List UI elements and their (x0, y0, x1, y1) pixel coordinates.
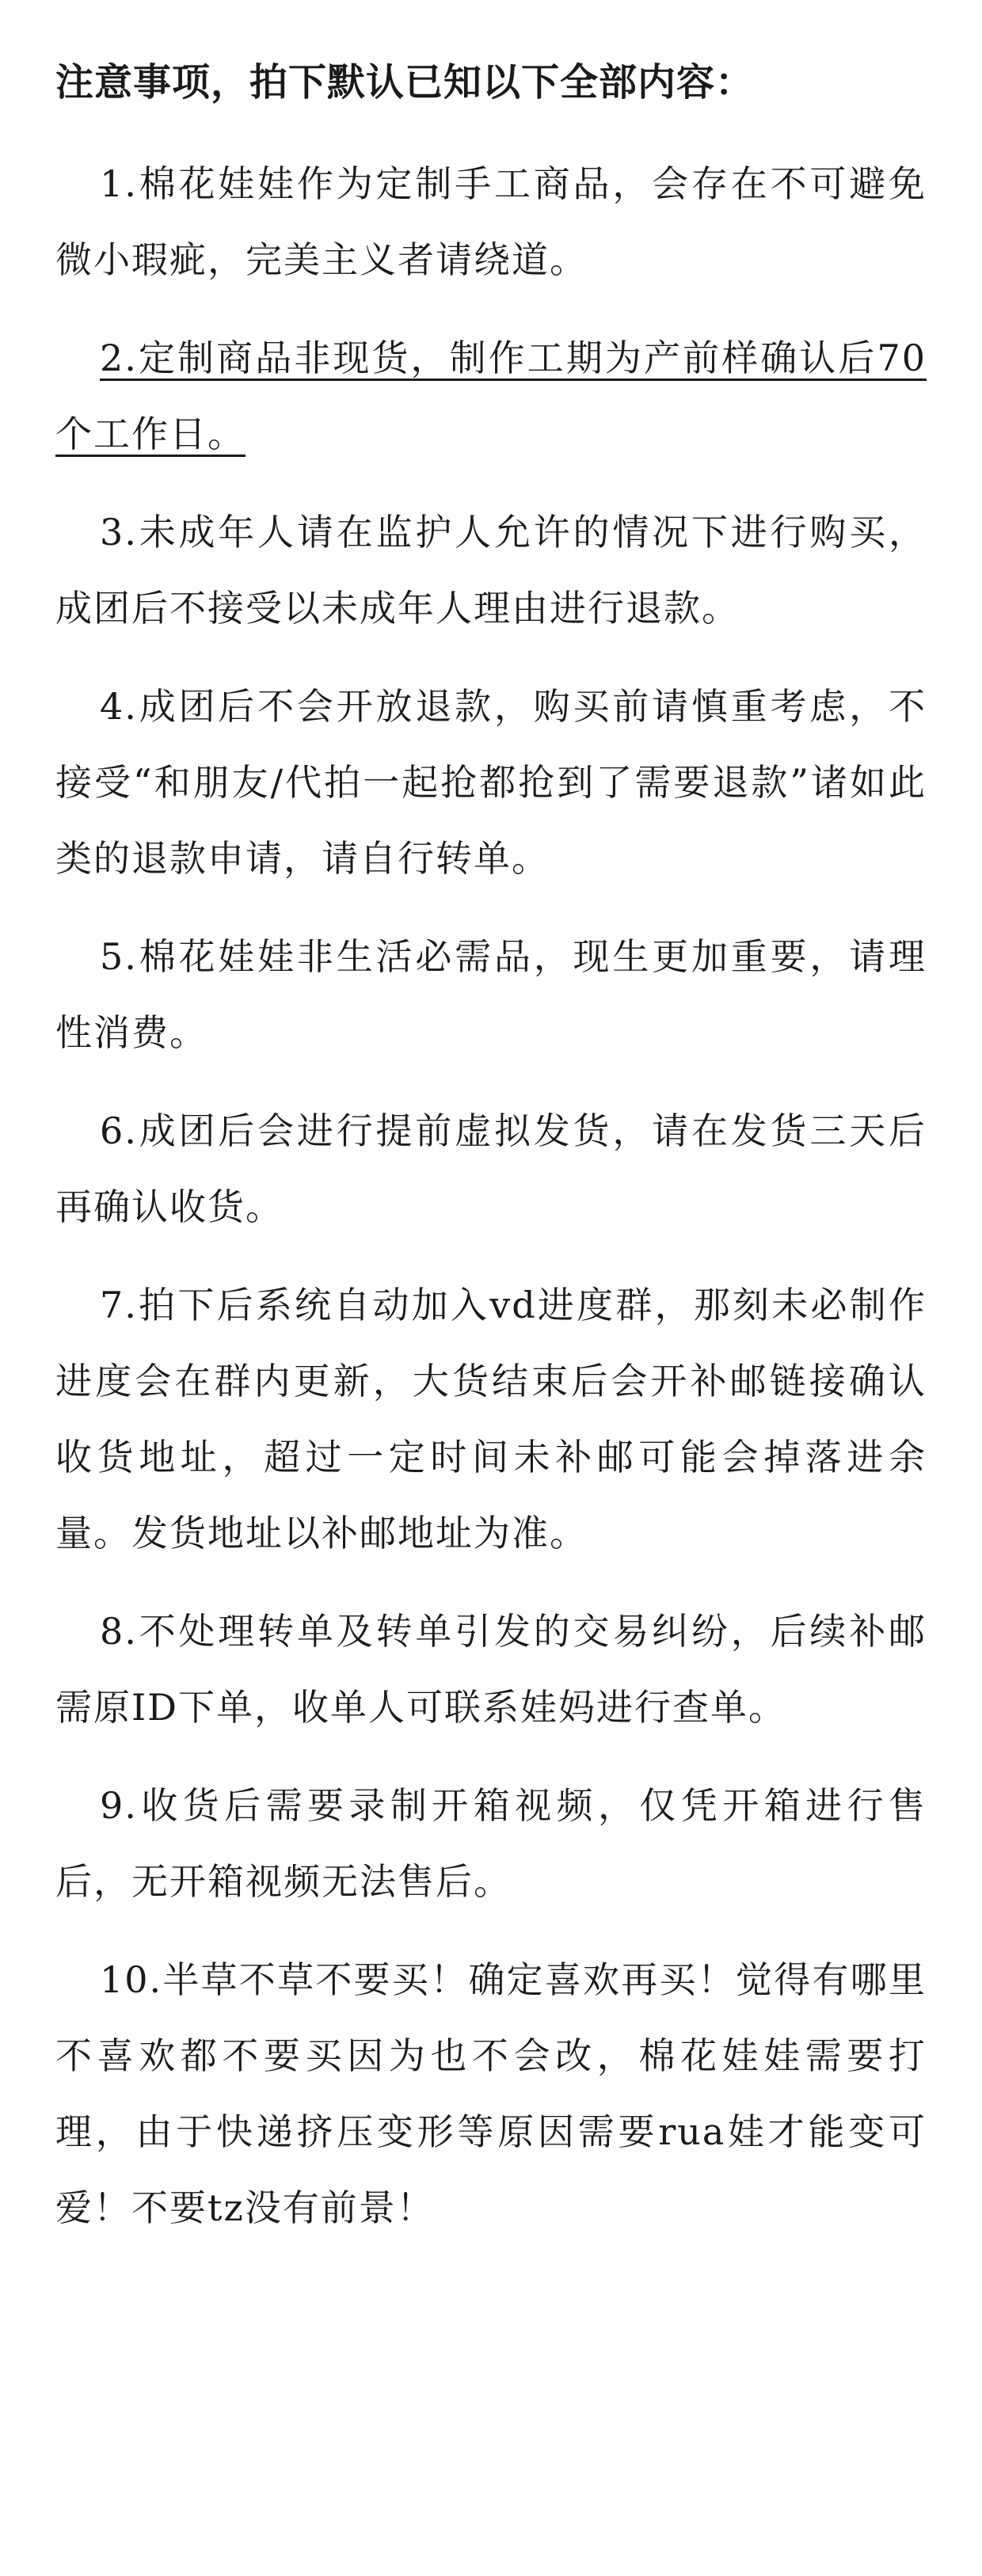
notice-item-7: 7.拍下后系统自动加入vd进度群，那刻未必制作进度会在群内更新，大货结束后会开补邮链接确认收货地址，超过一定时间未补邮可能会掉落进余量。发货地址以补邮地址为准。 (55, 1284, 927, 1554)
notice-item-4: 4.成团后不会开放退款，购买前请慎重考虑，不接受“和朋友/代拍一起抢都抢到了需要退款”诸如此类的退款申请，请自行转单。 (55, 685, 927, 880)
notice-item-10: 10.半草不草不要买！确定喜欢再买！觉得有哪里不喜欢都不要买因为也不会改，棉花娃娃需要打理，由于快递挤压变形等原因需要rua娃才能变可爱！不要tz没有前景！ (55, 1958, 927, 2229)
notice-item-5: 5.棉花娃娃非生活必需品，现生更加重要，请理性消费。 (55, 935, 927, 1054)
notice-list (55, 146, 927, 2246)
notice-item-3: 3.未成年人请在监护人允许的情况下进行购买，成团后不接受以未成年人理由进行退款。 (55, 511, 927, 630)
notice-item-1: 1.棉花娃娃作为定制手工商品，会存在不可避免微小瑕疵，完美主义者请绕道。 (55, 162, 927, 281)
notice-item-6: 6.成团后会进行提前虚拟发货，请在发货三天后再确认收货。 (55, 1109, 927, 1228)
notice-item-9: 9.收货后需要录制开箱视频，仅凭开箱进行售后，无开箱视频无法售后。 (55, 1784, 927, 1903)
document-title: 注意事项，拍下默认已知以下全部内容： (55, 60, 755, 105)
notice-item-8: 8.不处理转单及转单引发的交易纠纷，后续补邮需原ID下单，收单人可联系娃妈进行查单。 (55, 1610, 927, 1729)
notice-item-2-underlined-text: 2.定制商品非现货，制作工期为产前样确认后70个工作日。 (55, 337, 927, 455)
notice-item-2 (55, 320, 927, 472)
